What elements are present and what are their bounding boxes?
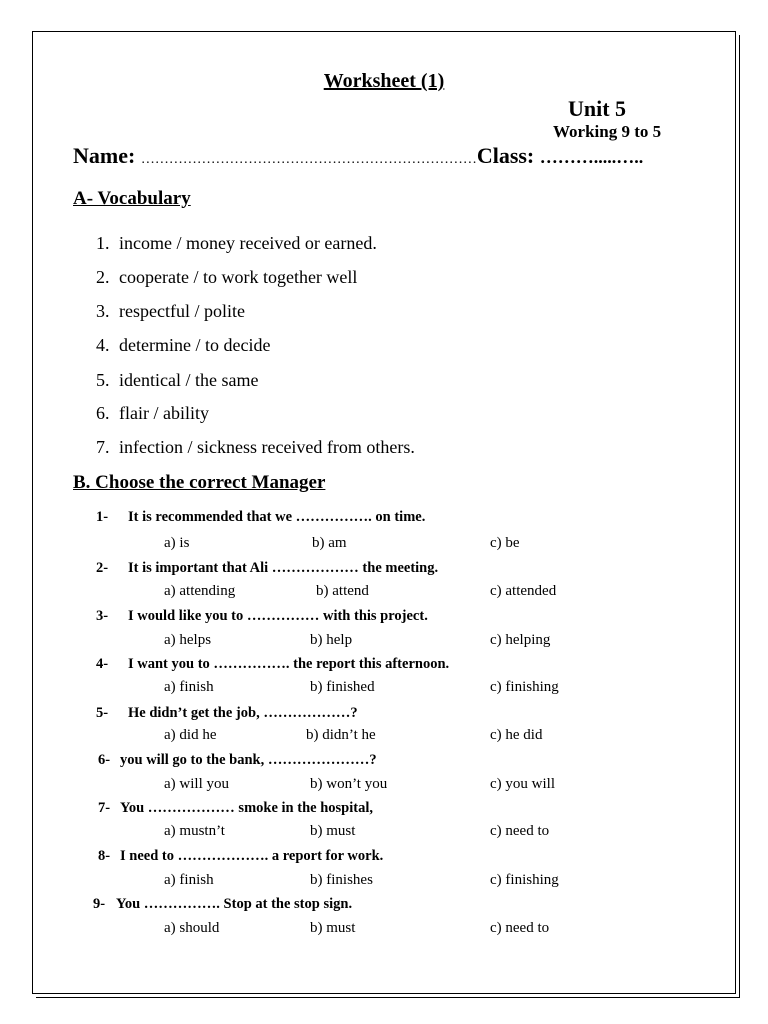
question bbox=[98, 752, 377, 769]
question bbox=[96, 509, 425, 526]
question-text: I need to ………………. a report for work. bbox=[120, 848, 384, 864]
option-a: a) is bbox=[164, 535, 190, 551]
option-c: c) you will bbox=[490, 776, 555, 792]
option-a: a) attending bbox=[164, 583, 236, 599]
vocab-item bbox=[96, 403, 209, 424]
option-b: b) finishes bbox=[310, 872, 373, 888]
option-a: a) will you bbox=[164, 776, 229, 792]
unit-subtitle: Working 9 to 5 bbox=[553, 122, 662, 141]
option-a: a) finish bbox=[164, 679, 214, 695]
option-b: b) am bbox=[312, 535, 347, 551]
vocab-text: determine / to decide bbox=[119, 335, 271, 355]
question-text: You ……………… smoke in the hospital, bbox=[120, 800, 373, 816]
question-text: You ……………. Stop at the stop sign. bbox=[116, 896, 353, 912]
section-a-title: A- Vocabulary bbox=[73, 188, 191, 209]
question bbox=[96, 656, 449, 673]
option-b: b) finished bbox=[310, 679, 375, 695]
question bbox=[93, 896, 352, 913]
option-a: a) mustn’t bbox=[164, 823, 225, 839]
question-number: 4- bbox=[96, 656, 109, 672]
vocab-text: identical / the same bbox=[119, 370, 259, 390]
option-c: c) finishing bbox=[490, 679, 559, 695]
name-label: Name: bbox=[73, 143, 136, 168]
question-number: 7- bbox=[98, 800, 111, 816]
question-number: 5- bbox=[96, 705, 109, 721]
vocab-text: flair / ability bbox=[119, 403, 209, 423]
class-label: Class: bbox=[476, 143, 535, 168]
question-text: He didn’t get the job, ………………? bbox=[128, 705, 358, 721]
question-text: I want you to ……………. the report this afternoon. bbox=[128, 656, 450, 672]
option-c: c) attended bbox=[490, 583, 557, 599]
option-a: a) should bbox=[164, 920, 220, 936]
question bbox=[98, 848, 383, 865]
option-c: c) need to bbox=[490, 920, 550, 936]
option-c: c) be bbox=[490, 535, 520, 551]
question-text: It is important that Ali ……………… the meeting. bbox=[128, 560, 439, 576]
worksheet-title: Worksheet (1) bbox=[323, 70, 445, 92]
option-a: a) did he bbox=[164, 727, 217, 743]
question-text: It is recommended that we ……………. on time. bbox=[128, 509, 426, 525]
vocab-number: 7. bbox=[96, 437, 110, 457]
question-number: 8- bbox=[98, 848, 111, 864]
vocab-text: respectful / polite bbox=[119, 301, 245, 321]
vocab-number: 1. bbox=[96, 233, 110, 253]
option-a: a) helps bbox=[164, 632, 212, 648]
vocab-number: 2. bbox=[96, 267, 110, 287]
question-number: 6- bbox=[98, 752, 111, 768]
vocab-text: infection / sickness received from others. bbox=[119, 437, 415, 457]
question bbox=[96, 560, 438, 577]
question-number: 2- bbox=[96, 560, 109, 576]
option-b: b) must bbox=[310, 920, 356, 936]
question bbox=[98, 800, 373, 817]
question-text: you will go to the bank, …………………? bbox=[120, 752, 377, 768]
option-b: b) attend bbox=[316, 583, 369, 599]
vocab-number: 6. bbox=[96, 403, 110, 423]
vocab-number: 4. bbox=[96, 335, 110, 355]
name-class-line bbox=[73, 143, 643, 169]
unit-label: Unit 5 bbox=[568, 96, 627, 121]
option-c: c) he did bbox=[490, 727, 543, 743]
option-b: b) help bbox=[310, 632, 353, 648]
question-number: 3- bbox=[96, 608, 109, 624]
name-blank: ……………………………………………………………… bbox=[140, 152, 477, 167]
vocab-item bbox=[96, 437, 415, 458]
vocab-item bbox=[96, 301, 245, 322]
section-b-title: B. Choose the correct Manager bbox=[73, 472, 326, 493]
option-a: a) finish bbox=[164, 872, 214, 888]
option-c: c) need to bbox=[490, 823, 550, 839]
question-text: I would like you to …………… with this project. bbox=[128, 608, 428, 624]
vocab-text: income / money received or earned. bbox=[119, 233, 377, 253]
question-number: 9- bbox=[93, 896, 106, 912]
question bbox=[96, 705, 358, 722]
class-blank: ……….....….. bbox=[539, 147, 644, 167]
option-c: c) finishing bbox=[490, 872, 559, 888]
vocab-item bbox=[96, 335, 270, 356]
vocab-text: cooperate / to work together well bbox=[119, 267, 358, 287]
vocab-item bbox=[96, 267, 357, 288]
question-number: 1- bbox=[96, 509, 109, 525]
option-b: b) didn’t he bbox=[306, 727, 376, 743]
option-b: b) must bbox=[310, 823, 356, 839]
option-b: b) won’t you bbox=[310, 776, 388, 792]
vocab-item bbox=[96, 370, 258, 391]
vocab-item bbox=[96, 233, 377, 254]
vocab-number: 5. bbox=[96, 370, 110, 390]
question bbox=[96, 608, 428, 625]
option-c: c) helping bbox=[490, 632, 551, 648]
vocab-number: 3. bbox=[96, 301, 110, 321]
